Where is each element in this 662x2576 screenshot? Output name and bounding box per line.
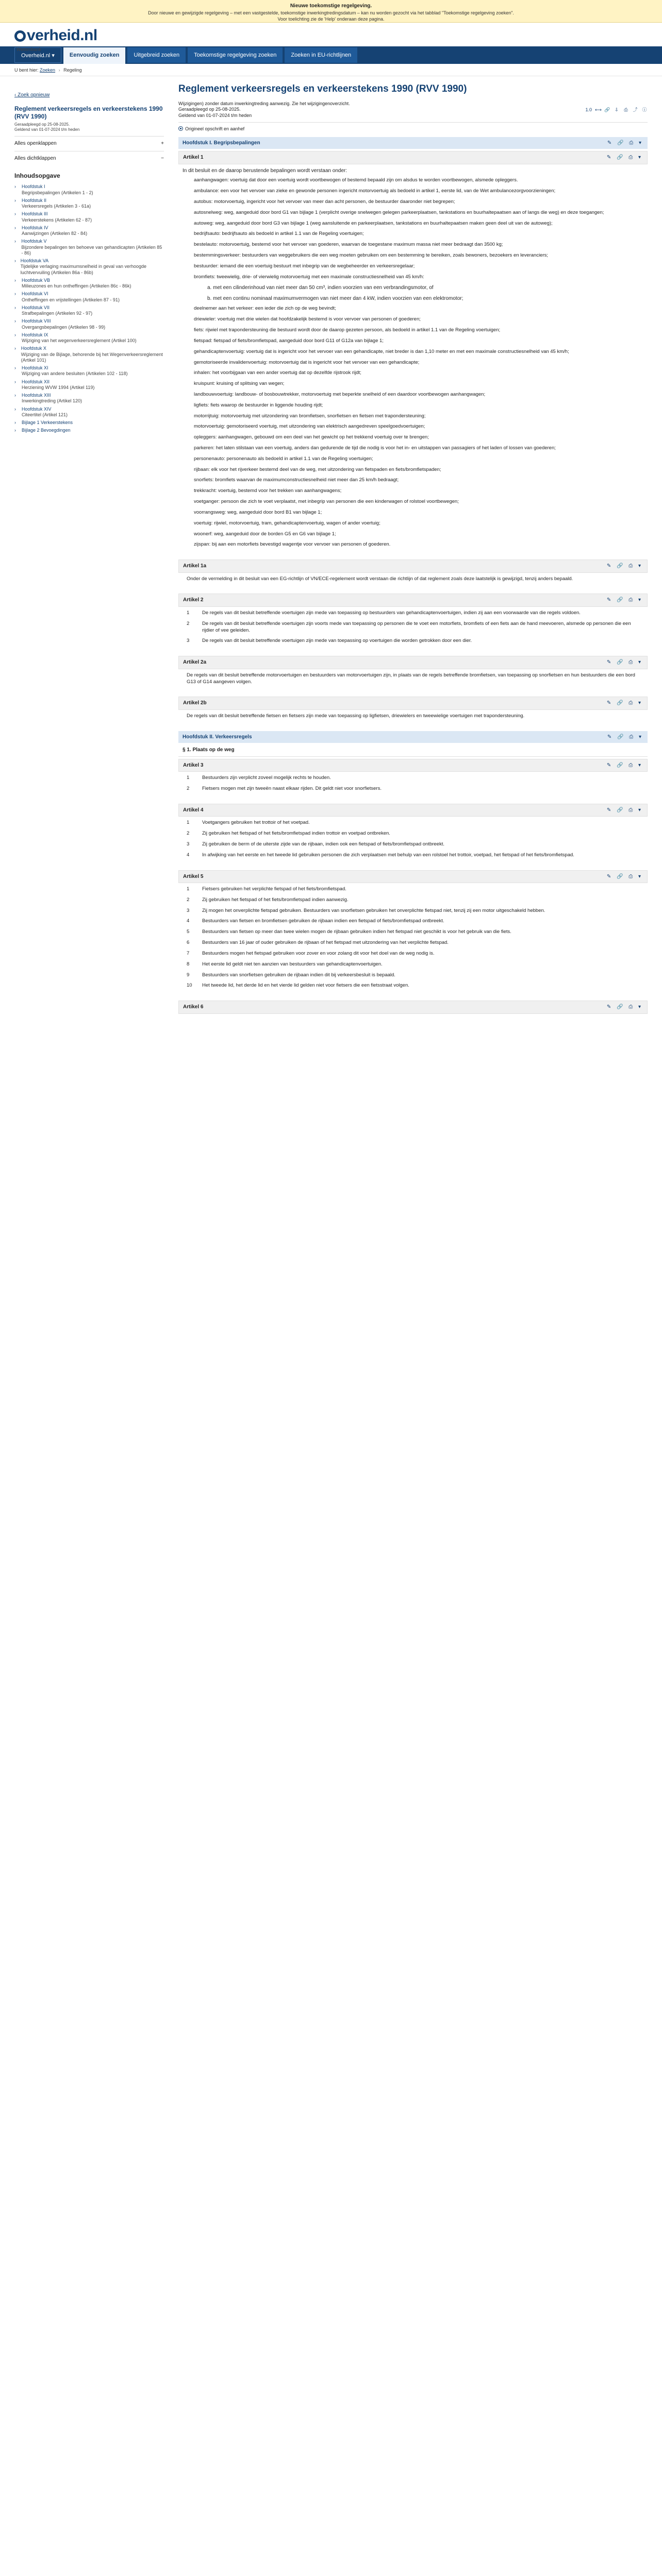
definition-item: bestelauto: motorvoertuig, bestemd voor het vervoer van goederen, waarvan de toegestane maximum massa niet meer bedraagt dan 3500 kg; [194, 242, 503, 248]
paragraph [187, 961, 643, 968]
logo-o-icon [14, 30, 26, 42]
logo-name: verheid.nl [27, 27, 97, 44]
collapse-all-label: Alles dichtklappen [14, 155, 56, 161]
meta-consulted: Geraadpleegd op 25-08-2025. [178, 107, 241, 112]
article-tools-icon[interactable]: ✎ 🔗 ⎙ ▾ [606, 597, 643, 603]
article-1a-text: Onder de vermelding in dit besluit van een EG-richtlijn of VN/ECE-regelement wordt verstaan die richtlijn of dat reglement zoals deze laatstelijk is gewijzigd, tenzij anders bepaald. [187, 575, 573, 582]
toc-item-h11[interactable] [14, 364, 164, 378]
notice-title: Nieuwe toekomstige regelgeving. [290, 3, 372, 9]
toc-item-main: Hoofdstuk XII [22, 379, 50, 384]
paragraph-text: Zij gebruiken het fietspad of het fiets/bromfietspad indien trottoir en voetpad ontbreken. [202, 831, 390, 837]
article-2b-text: De regels van dit besluit betreffende fietsen en fietsers zijn mede van toepassing op ligfietsen, driewielers en tweewielige voertuigen met trapondersteuning. [187, 713, 525, 719]
chevron-right-icon: › [14, 304, 16, 310]
article-1a-body [178, 573, 648, 592]
paragraph-text: In afwijking van het eerste en het tweede lid gebruiken personen die zich verplaatsen met behulp van een rolstoel het trottoir, voetpad, het fietspad of het fiets/bromfietspad. [202, 852, 574, 858]
toc-item-h12[interactable] [14, 378, 164, 392]
article-1-body [178, 164, 648, 557]
chevron-right-icon: › [14, 365, 16, 371]
paragraph-text: Het eerste lid geldt niet ten aanzien van bestuurders van gehandicaptenvoertuigen. [202, 961, 383, 967]
toc-item-sub: Verkeersregels (Artikelen 3 - 61a) [22, 204, 91, 209]
article-2a-body [178, 669, 648, 695]
paragraph-number: 9 [187, 972, 190, 978]
definition-item: autobus: motorvoertuig, ingericht voor het vervoer van meer dan acht personen, de bestuurder daaronder niet begrepen; [194, 198, 455, 205]
breadcrumb-item-regeling: Regeling [63, 67, 82, 73]
toc-item-h14[interactable] [14, 405, 164, 419]
share-icon[interactable]: ⤴ [633, 107, 638, 113]
paragraph-text: Bestuurders van fietsen op meer dan twee wielen mogen de rijbaan gebruiken indien het fietspad niet geschikt is voor het gebruik van die fiets. [202, 929, 511, 935]
article-1-header[interactable] [178, 151, 648, 164]
paragraph [187, 775, 643, 782]
definition-item: rijbaan: elk voor het rijverkeer bestemd deel van de weg, met uitzondering van fietspaden en fiets/bromfietspaden; [194, 466, 441, 472]
article-4-header[interactable] [178, 804, 648, 817]
paragraph-1-header[interactable] [178, 744, 648, 757]
toc-item-main: Hoofdstuk VI [22, 291, 48, 297]
toc-item-main: Hoofdstuk VII [22, 304, 50, 310]
definition-item: motorrijtuig: motorvoertuig met uitzondering van bromfietsen, snorfietsen en fietsen met trapondersteuning; [194, 413, 426, 419]
chevron-right-icon: › [14, 379, 16, 384]
toc-item-sub: Aanwijzingen (Artikelen 82 - 84) [22, 231, 88, 236]
article-3-header[interactable] [178, 759, 648, 772]
chevron-right-icon: › [14, 346, 16, 351]
chevron-right-icon: › [14, 393, 16, 398]
paragraph-text: De regels van dit besluit betreffende voertuigen zijn mede van toepassing op bestuurders van gehandicaptenvoertuigen, indien zij aan een voorwaarde van die regels voldoen. [202, 609, 581, 616]
paragraph-number: 2 [187, 831, 190, 837]
paragraph [187, 897, 643, 904]
toc-item-h1[interactable] [14, 183, 164, 197]
definition-item: motorvoertuig: gemotoriseerd voertuig, met uitzondering van elektrisch aangedreven speelgoedvoertuigen; [194, 423, 425, 430]
main-content [178, 76, 648, 1014]
definition-item: gehandicaptenvoertuig: voertuig dat is ingericht voor het vervoer van een gehandicapte, niet breder is dan 1,10 meter en met een maximale constructiesnelheid van 45 km/h; [194, 348, 569, 354]
toc-item-bijlage-2[interactable] [14, 427, 164, 434]
chevron-right-icon: › [14, 277, 16, 283]
article-4-body [178, 817, 648, 868]
breadcrumb-prefix: U bent hier: [14, 67, 39, 73]
chapter-2-title: Hoofdstuk II. Verkeersregels [183, 734, 252, 740]
definition-item: ligfiets: fiets waarop de bestuurder in liggende houding rijdt; [194, 402, 323, 408]
breadcrumb [0, 64, 662, 76]
paragraph-text: Fietsers gebruiken het verplichte fietspad of het fiets/bromfietspad. [202, 886, 346, 892]
article-6-title: Artikel 6 [183, 1004, 204, 1010]
toc-item-sub: Herziening WVW 1994 (Artikel 119) [22, 384, 95, 390]
toc-item-main: Hoofdstuk II [22, 197, 47, 203]
definition-item: zijspan: bij aan een motorfiets bevestigd wagentje voor vervoer van personen of goederen. [194, 541, 391, 548]
paragraph [187, 852, 643, 859]
definition-item: driewieler: voertuig met drie wielen dat hoofdzakelijk bestemd is voor vervoer van personen of goederen; [194, 316, 421, 323]
paragraph [187, 929, 643, 936]
definition-item: bedrijfsauto: bedrijfsauto als bedoeld in artikel 1.1 van de Regeling voertuigen; [194, 231, 364, 237]
document-toolbar [585, 107, 648, 113]
original-heading-toggle[interactable] [178, 123, 648, 135]
paragraph-text: Bestuurders van fietsen en bromfietsen gebruiken de rijbaan indien een fietspad of fiets/bromfietspad ontbreekt. [202, 918, 444, 924]
notice-banner [0, 0, 662, 23]
logo-subtitle: Wettenbank [16, 46, 41, 52]
meta-valid: Geldend van 01-07-2024 t/m heden [178, 113, 252, 118]
definition-item: deelnemer aan het verkeer: een ieder die zich op de weg bevindt; [194, 306, 336, 312]
chevron-right-icon: › [14, 184, 16, 190]
chapter-2-header[interactable] [178, 731, 648, 743]
toc-item-h7[interactable] [14, 304, 164, 318]
nav-home-label: Overheid.nl [21, 53, 51, 59]
paragraph-text: Het tweede lid, het derde lid en het vierde lid gelden niet voor fietsers die een fietsstraat volgen. [202, 982, 409, 989]
definition-item: bromfiets: tweewielig, drie- of vierwielig motorvoertuig met een maximale constructiesnelheid van 45 km/h: [194, 274, 424, 280]
article-5-title: Artikel 5 [183, 873, 204, 879]
chapter-1-header[interactable] [178, 137, 648, 149]
toc-item-h5[interactable] [14, 238, 164, 257]
toc-item-h5a[interactable] [14, 257, 164, 277]
definition-item: landbouwvoertuig: landbouw- of bosbouwtrekker, motorvoertuig met beperkte snelheid of een daardoor voortbewogen aanhangwagen; [194, 391, 486, 397]
chevron-right-icon: › [14, 420, 16, 426]
definition-item: ambulance: een voor het vervoer van zieke en gewonde personen ingericht motorvoertuig als bedoeld in artikel 1, eerste lid, van de Wet ambulancezorgvoorzieningen; [194, 188, 556, 194]
toc-list [14, 183, 164, 434]
paragraph-number: 1 [187, 775, 190, 781]
notice-line-2: Voor toelichting zie de 'Help' onderaan deze pagina. [277, 16, 385, 22]
toc-item-h10[interactable] [14, 345, 164, 364]
toc-item-main: Hoofdstuk III [22, 211, 48, 217]
article-2a-header[interactable] [178, 656, 648, 669]
toc-item-sub: Milieuzones en hun ontheffingen (Artikelen 86c - 86k) [22, 283, 131, 289]
expand-all-toggle[interactable] [14, 136, 164, 151]
sub-definition-item: a. met een cilinderinhoud van niet meer dan 50 cm³, indien voorzien van een verbrandingsmotor, of [207, 285, 434, 291]
toc-item-h6[interactable] [14, 290, 164, 304]
paragraph [187, 951, 643, 957]
paragraph-number: 1 [187, 609, 190, 616]
paragraph-text: Bestuurders van snorfietsen gebruiken de rijbaan indien dit bij verkeersbesluit is bepaald. [202, 972, 395, 978]
chevron-down-icon: ▾ [52, 53, 55, 59]
article-1a-header[interactable] [178, 560, 648, 573]
toc-item-h5b[interactable] [14, 277, 164, 291]
nav-uitgebreid-zoeken[interactable]: Uitgebreid zoeken [127, 47, 186, 63]
paragraph-number: 8 [187, 961, 190, 967]
paragraph-number: 3 [187, 638, 190, 644]
toc-item-main: Hoofdstuk V [21, 239, 47, 244]
article-2-body [178, 607, 648, 654]
paragraph-text: Zij gebruiken de berm of de uiterste zijde van de rijbaan, indien ook een fietspad of fiets/bromfietspad ontbreekt. [202, 841, 444, 847]
sidebar-meta [14, 122, 164, 133]
toc-item-main: Hoofdstuk X [21, 346, 46, 351]
site-logo[interactable] [14, 25, 97, 46]
toc-item-main: Hoofdstuk XI [22, 365, 48, 371]
minus-icon: − [161, 155, 164, 161]
article-2b-title: Artikel 2b [183, 700, 207, 706]
download-icon[interactable]: ⇩ [615, 107, 619, 113]
article-4-title: Artikel 4 [183, 807, 204, 813]
chevron-right-icon: › [14, 406, 16, 412]
article-1-title: Artikel 1 [183, 155, 204, 161]
toc-item-sub: Inwerkingtreding (Artikel 120) [22, 398, 82, 404]
definition-item: opleggers: aanhangwagen, gebouwd om een deel van het gewicht op het trekkend voertuig over te brengen; [194, 434, 429, 440]
chevron-right-icon: › [14, 239, 16, 244]
plus-icon: + [161, 141, 164, 147]
sidebar-title: Reglement verkeersregels en verkeerstekens 1990 (RVV 1990) [14, 105, 163, 121]
article-6-header[interactable] [178, 1001, 648, 1014]
definition-item: voorrangsweg: weg, aangeduid door bord B1 van bijlage 1; [194, 509, 322, 515]
zoek-opnieuw-label: Zoek opnieuw [18, 92, 50, 98]
definition-item: kruispunt: kruising of splitsing van wegen; [194, 381, 285, 387]
paragraph-number: 4 [187, 852, 190, 858]
paragraph-number: 3 [187, 907, 190, 913]
definition-item: aanhangwagen: voertuig dat door een voertuig wordt voortbewogen of bestemd bepaald zijn om alsdus te worden voortbewogen, alsmede opleggers. [194, 177, 518, 183]
paragraph-number: 1 [187, 886, 190, 892]
definition-item: autoweg: weg, aangeduid door bord G3 van bijlage 1 (weg aansluitende en parkeerplaatsen, tankstations en buurhaltepaatsen maken geen deel uit van de autoweg); [194, 220, 553, 226]
chevron-right-icon: › [14, 197, 16, 203]
paragraph [187, 972, 643, 979]
sidebar-meta-valid: Geldend van 01-07-2024 t/m heden [14, 127, 80, 132]
paragraph [187, 908, 643, 914]
document-meta [178, 99, 648, 123]
toc-item-sub: Bijzondere bepalingen ten behoeve van gehandicapten (Artikelen 85 - 86) [21, 244, 162, 256]
article-tools-icon[interactable]: ✎ 🔗 ⎙ ▾ [606, 873, 643, 879]
article-tools-icon[interactable]: ✎ 🔗 ⎙ ▾ [606, 700, 643, 706]
paragraph-number: 2 [187, 785, 190, 791]
paragraph [187, 841, 643, 848]
toc-item-sub: Tijdelijke verlaging maximumsnelheid in geval van verhoogde luchtvervuiling (Artikelen 86a - 86b) [20, 264, 147, 275]
expand-all-label: Alles openklappen [14, 141, 57, 147]
paragraph-text: Fietsers mogen met zijn tweeën naast elkaar rijden. Dit geldt niet voor snorfietsers. [202, 785, 382, 791]
article-5-header[interactable] [178, 870, 648, 884]
toggle-icon [178, 126, 183, 131]
article-2b-body [178, 710, 648, 729]
link-icon[interactable]: 🔗 [604, 107, 610, 113]
toc-item-h9[interactable] [14, 331, 164, 345]
article-tools-icon[interactable]: ✎ 🔗 ⎙ ▾ [606, 762, 643, 768]
chevron-right-icon: › [14, 318, 16, 324]
toc-item-sub: Wijziging van de Bijlage, behorende bij het Wegenverkeersreglement (Artikel 101) [21, 351, 163, 363]
paragraph-1-title: § 1. Plaats op de weg [183, 747, 235, 753]
definition-item: personenauto: personenauto als bedoeld in artikel 1.1 van de Regeling voertuigen; [194, 455, 373, 462]
zoek-opnieuw-link[interactable] [14, 92, 49, 99]
paragraph [187, 638, 643, 645]
version-number: 1.0 [585, 107, 592, 113]
paragraph-text: De regels van dit besluit betreffende voertuigen zijn mede van toepassing op voertuigen die worden getrokken door een dier. [202, 638, 472, 644]
page-title: Reglement verkeersregels en verkeerstekens 1990 (RVV 1990) [178, 83, 467, 94]
paragraph-number: 5 [187, 929, 190, 935]
paragraph-text: Bestuurders zijn verplicht zoveel mogelijk rechts te houden. [202, 775, 331, 781]
toc-item-h2[interactable] [14, 197, 164, 211]
article-2-title: Artikel 2 [183, 597, 204, 603]
toc-item-main: Hoofdstuk XIII [22, 393, 51, 398]
chevron-right-icon: › [14, 332, 16, 337]
paragraph-text: Zij mogen het onverplichte fietspad gebruiken. Bestuurders van snorfietsen gebruiken het onverplichte fietspad niet, tenzij zij een motor uitgeschakeld hebben. [202, 907, 545, 913]
article-5-body [178, 883, 648, 998]
toc-item-bijlage-1[interactable] [14, 419, 164, 427]
article-tools-icon[interactable]: ✎ 🔗 ⎙ ▾ [606, 155, 643, 161]
chevron-left-icon: ‹ [14, 92, 18, 98]
toc-item-sub: Citeertitel (Artikel 121) [22, 412, 68, 417]
paragraph [187, 940, 643, 946]
chevron-right-icon: › [14, 291, 16, 297]
toc-item-main: Hoofdstuk VA [20, 258, 49, 264]
definition-item: voetganger: persoon die zich te voet verplaatst, met inbegrip van personen die een kinderwagen of rolstoel voortbewegen; [194, 499, 459, 505]
toc-item-sub: Wijziging van het wegenverkeersreglement (Artikel 100) [22, 338, 137, 344]
site-header [0, 23, 662, 52]
paragraph [187, 820, 643, 826]
article-2a-text: De regels van dit besluit betreffende motorvoertuigen en bestuurders van motorvoertuigen zijn, in plaats van de regels betreffende bromfietsen, van toepassing op snorfietsen en hun bestuurders die een bord G13 of G14 aangeven volgen. [187, 672, 635, 685]
definition-item: trekkracht: voertuig, bestemd voor het trekken van aanhangwagens; [194, 488, 342, 494]
paragraph-number: 2 [187, 896, 190, 903]
sidebar [14, 76, 164, 1014]
paragraph-number: 4 [187, 918, 190, 924]
toc-item-main: Bijlage 1 Verkeerstekens [22, 420, 73, 426]
paragraph-number: 3 [187, 841, 190, 847]
chapter-1-title: Hoofdstuk I. Begripsbepalingen [183, 140, 260, 146]
definition-item: parkeren: het laten stilstaan van een voertuig, anders dan gedurende de tijd die nodig is voor het in- en uitstappen van passagiers of het laden of lossen van goederen; [194, 445, 556, 451]
definition-item: bestemmingsverkeer: bestuurders van weggebruikers die een weg moeten gebruiken om een bestemming te bereiken, zoals bewoners, bezoekers en leveranciers; [194, 252, 549, 259]
article-2-header[interactable] [178, 594, 648, 607]
article-2b-header[interactable] [178, 697, 648, 710]
paragraph [187, 918, 643, 925]
toc-item-h13[interactable] [14, 392, 164, 405]
nav-eenvoudig-zoeken[interactable]: Eenvoudig zoeken [63, 47, 126, 64]
nav-eu-richtlijnen[interactable]: Zoeken in EU-richtlijnen [285, 47, 357, 63]
paragraph-number: 10 [187, 982, 192, 989]
toc-item-main: Hoofdstuk IX [22, 332, 48, 337]
toc-item-sub: Overgangsbepalingen (Artikelen 98 - 99) [22, 324, 106, 330]
paragraph [187, 786, 643, 792]
toc-item-main: Bijlage 2 Bevoegdingen [22, 428, 71, 433]
article-tools-icon[interactable]: ✎ 🔗 ⎙ ▾ [606, 1004, 643, 1010]
toc-item-h4[interactable] [14, 224, 164, 238]
article-1a-title: Artikel 1a [183, 563, 207, 569]
paragraph [187, 610, 643, 617]
sidebar-meta-consulted: Geraadpleegd op 25-08-2025. [14, 122, 70, 127]
nav-toekomstige-regelgeving[interactable]: Toekomstige regelgeving zoeken [188, 47, 283, 63]
paragraph-text: De regels van dit besluit betreffende voertuigen zijn voorts mede van toepassing op personen die te voet een motorfiets, bromfiets of een fiets aan de hand meevoeren, alsmede op personen die een rijdier of vee geleiden. [202, 620, 631, 633]
toc-item-main: Hoofdstuk XIV [22, 406, 52, 412]
collapse-all-toggle[interactable] [14, 151, 164, 166]
toc-item-sub: Begripsbepalingen (Artikelen 1 - 2) [22, 190, 93, 195]
chevron-right-icon: › [14, 225, 16, 230]
meta-changes-notice: Wijzigingen) zonder datum inwerkingtreding aanwezig. Zie het wijzigingenoverzicht. [178, 100, 350, 106]
article-3-body [178, 772, 648, 802]
sub-definition-item: b. met een continu nominaal maximumvermogen van niet meer dan 4 kW, indien voorzien van een elektromotor; [207, 295, 464, 301]
toc-item-main: Hoofdstuk I [22, 184, 45, 190]
toc-item-sub: Verkeerstekens (Artikelen 62 - 87) [22, 217, 92, 223]
definition-item: gemotoriseerde invalidenvoertuig: motorvoertuig dat is ingericht voor het vervoer van een gehandicapte; [194, 359, 420, 365]
info-icon[interactable]: ⓘ [642, 107, 647, 113]
paragraph [187, 982, 643, 989]
paragraph-number: 6 [187, 940, 190, 946]
definition-item: bestuurder: iemand die een voertuig bestuurt met inbegrip van de wegbeheerder en verkeersregelaar; [194, 263, 415, 269]
timeline-icon[interactable]: ⟷ [595, 107, 602, 113]
toc-item-h8[interactable] [14, 317, 164, 331]
paragraph-text: Zij gebruiken het fietspad of het fiets/bromfietspad indien aanwezig. [202, 896, 349, 903]
chapter-tools-icon[interactable]: ✎ 🔗 ⎙ ▾ [607, 734, 643, 740]
toc-item-sub: Ontheffingen en vrijstellingen (Artikelen 87 - 91) [22, 297, 120, 302]
paragraph-number: 7 [187, 950, 190, 956]
paragraph-text: Bestuurders van 16 jaar of ouder gebruiken de rijbaan of het fietspad met uitzondering van het verplichte fietspad. [202, 940, 449, 946]
definition-item: inhalen: het voorbijgaan van een ander voertuig dat op dezelfde rijstrook rijdt; [194, 370, 361, 376]
article-1-intro: In dit besluit en de daarop berustende bepalingen wordt verstaan onder: [183, 167, 347, 174]
definition-item: fiets: rijwiel met trapondersteuning die bestuurd wordt door de daarop gezeten persoon, als bedoeld in artikel 1.1 van de Regeling voertuigen; [194, 327, 501, 333]
paragraph [187, 831, 643, 837]
toc-item-main: Hoofdstuk VIII [22, 318, 51, 324]
toc-item-main: Hoofdstuk IV [22, 225, 48, 230]
chapter-tools-icon[interactable]: ✎ 🔗 ⎙ ▾ [607, 140, 643, 146]
chevron-right-icon: › [14, 428, 16, 433]
chevron-right-icon: › [14, 211, 16, 217]
toc-item-main: Hoofdstuk VB [22, 277, 51, 283]
paragraph-number: 2 [187, 620, 190, 626]
original-heading-label: Origineel opschrift en aanhef [185, 126, 245, 131]
paragraph-text: Bestuurders mogen het fietspad gebruiken voor zover en voor zolang dit voor het doel van de weg nodig is. [202, 950, 435, 956]
paragraph-text: Voetgangers gebruiken het trottoir of het voetpad. [202, 820, 310, 826]
notice-line-1: Door nieuwe en gewijzigde regelgeving – met een vastgestelde, toekomstige inwerkingtredingsdatum – kan nu worden gezocht via het tabblad "Toekomstige regelgeving zoeken". [148, 10, 514, 15]
definition-item: snorfiets: bromfiets waarvan de maximumconstructiesnelheid niet meer dan 25 km/h bedraagt; [194, 477, 399, 483]
breadcrumb-separator: › [58, 67, 60, 73]
paragraph [187, 886, 643, 893]
definition-item: fietspad: fietspad of fiets/bromfietspad, aangeduid door bord G11 of G12a van bijlage 1; [194, 337, 384, 344]
toc-item-h3[interactable] [14, 210, 164, 224]
definition-item: voertuig: rijwiel, motorvoertuig, tram, gehandicaptenvoertuig, wagen of ander voertuig; [194, 520, 380, 526]
article-tools-icon[interactable]: ✎ 🔗 ⎙ ▾ [606, 807, 643, 813]
article-tools-icon[interactable]: ✎ 🔗 ⎙ ▾ [606, 563, 643, 569]
toc-title: Inhoudsopgave [14, 172, 60, 180]
definition-item: autosnelweg: weg, aangeduid door bord G1 van bijlage 1 (verplicht overige snelwegen gelegen parkeerplaatsen, tankstations en buurhaltepaatsen aan of langs die weg) en deze toegangen; [194, 209, 604, 215]
article-3-title: Artikel 3 [183, 762, 204, 768]
article-tools-icon[interactable]: ✎ 🔗 ⎙ ▾ [606, 659, 643, 666]
paragraph-number: 1 [187, 820, 190, 826]
breadcrumb-item-zoeken[interactable]: Zoeken [40, 67, 56, 73]
definition-item: woonerf: weg, aangeduid door de borden G5 en G6 van bijlage 1; [194, 531, 336, 537]
toc-item-sub: Strafbepalingen (Artikelen 92 - 97) [22, 311, 93, 316]
paragraph [187, 621, 643, 634]
toc-item-sub: Wijziging van andere besluiten (Artikelen 102 - 118) [22, 371, 128, 377]
chevron-right-icon: › [14, 258, 16, 264]
print-icon[interactable]: ⎙ [624, 107, 628, 113]
article-2a-title: Artikel 2a [183, 659, 207, 666]
